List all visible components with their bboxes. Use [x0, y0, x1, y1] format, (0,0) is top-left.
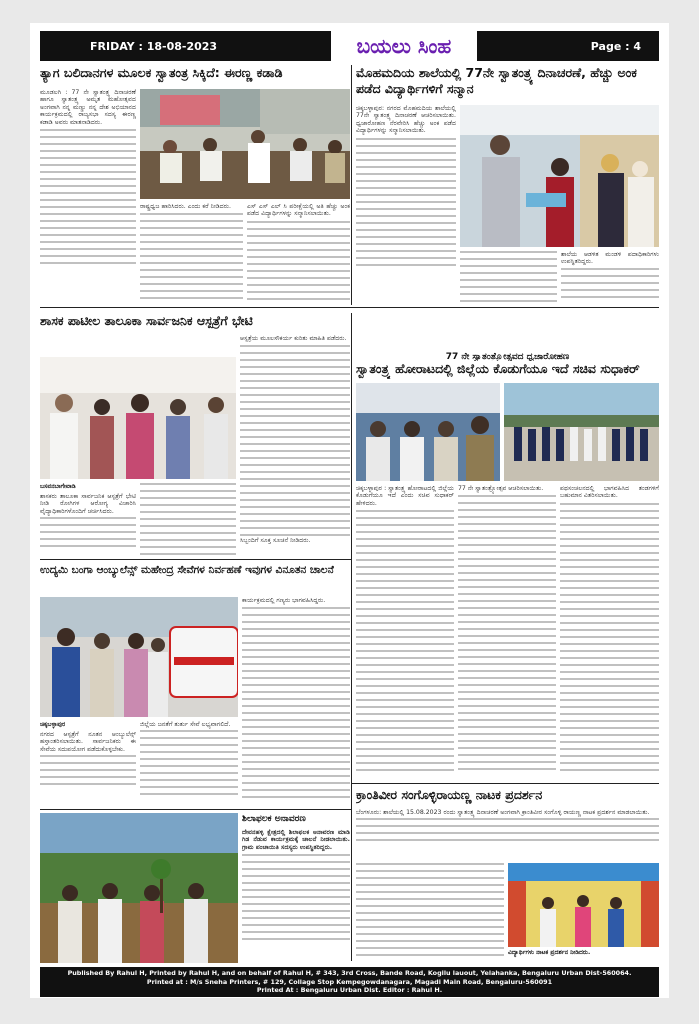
- text-lines: [460, 251, 557, 303]
- headline: ಶಿಲಾಫಲಕ ಅನಾವರಣ: [242, 814, 306, 824]
- issue-date: FRIDAY : 18-08-2023: [90, 39, 218, 53]
- photo-drama-stage: [508, 863, 659, 947]
- masthead: [40, 31, 659, 61]
- lead-text: [356, 105, 456, 303]
- column-rule: [352, 783, 659, 784]
- text-lines: [458, 495, 556, 771]
- column-rule: [351, 313, 352, 961]
- body-text: ಪಥಸಂಚಲನದಲ್ಲಿ ಭಾಗವಹಿಸಿದ ತಂಡಗಳಿಗೆ ಬಹುಮಾನ ವಿತರಿಸಲಾಯಿತು.: [560, 485, 659, 500]
- text-lines: [242, 854, 350, 944]
- headline: ಉದ್ಯಮಿ ಬಂಗಾ ಆಂಬ್ಯುಲೆನ್ಸ್ ಮಹೇಂದ್ರ ಸೇವೆಗಳ ನಿರ್ವಹಣೆ ಇವುಗಳ ವಿನೂತನ ಚಾಲನೆ: [40, 564, 334, 576]
- headline: ಸ್ವಾತಂತ್ರ್ಯ ಹೋರಾಟದಲ್ಲಿ ಜಿಲ್ಲೆಯ ಕೊಡುಗೆಯೂ ಇದೆ ಸಚಿವ ಸುಧಾಕರ್: [356, 361, 640, 376]
- body-column: [140, 483, 236, 557]
- column-rule: [40, 307, 659, 308]
- lead-paragraph: ನಗರದ ಆಸ್ಪತ್ರೆಗೆ ನೂತನ ಆಂಬ್ಯುಲೆನ್ಸ್ ಹಸ್ತಾಂತರಿಸಲಾಯಿತು. ಸಾರ್ವಜನಿಕರು ಈ ಸೇವೆಯ ಸದುಪಯೋಗ ಪಡೆದುಕೊಳ್ಳಬೇಕು.: [40, 731, 136, 753]
- text-lines: [240, 345, 350, 537]
- photo-hospital-visit: [40, 357, 236, 479]
- body-column: [140, 203, 243, 303]
- headline: ತ್ಯಾಗ ಬಲಿದಾನಗಳ ಮೂಲಕ ಸ್ವಾತಂತ್ರ ಸಿಕ್ಕಿದೆ: ಈರಣ್ಣ ಕಡಾಡಿ: [40, 65, 283, 80]
- text-lines: [40, 517, 136, 547]
- photo-tree-planting: [40, 813, 238, 963]
- body-column: [356, 485, 454, 781]
- imprint-publisher: Published By Rahul H, Printed by Rahul H, and on behalf of Rahul H, # 343, 3rd Cross, Bande Road, Kogilu lauout, Yelahanka, Bengaluru Urban Dist-560064.: [67, 969, 632, 977]
- body-column: [356, 863, 504, 961]
- lead-text: [40, 89, 136, 303]
- photo-caption: ವಿದ್ಯಾರ್ಥಿಗಳು ನಾಟಕ ಪ್ರದರ್ಶನ ನೀಡಿದರು.: [508, 949, 591, 956]
- lead-paragraph: ಚಿಕ್ಕಬಳ್ಳಾಪುರ: ನಗರದ ಮೊಹಮದಿಯ ಶಾಲೆಯಲ್ಲಿ 77ನೇ ಸ್ವಾತಂತ್ರ್ಯ ದಿನಾಚರಣೆ ಆಚರಿಸಲಾಯಿತು. ಧ್ವಜಾರೋಹಣ ನೆರವೇರಿಸಿ ಹೆಚ್ಚು ಅಂಕ ಪಡೆದ ವಿದ್ಯಾರ್ಥಿಗಳನ್ನು ಸನ್ಮಾನಿಸಲಾಯಿತು.: [356, 105, 456, 135]
- body-column: [140, 721, 238, 807]
- photo-parade: [504, 383, 659, 481]
- body-column: [247, 203, 350, 303]
- photo-stage-event: [140, 89, 350, 199]
- photo-dignitaries: [356, 383, 500, 481]
- body-text: ಆಸ್ಪತ್ರೆಯ ಮೂಲಸೌಕರ್ಯ ಕುರಿತು ಮಾಹಿತಿ ಪಡೆದರು.: [240, 335, 347, 342]
- text-lines: [356, 818, 659, 844]
- text-lines: [140, 213, 243, 301]
- body-text: ಎಸ್ ಎಸ್ ಎಲ್ ಸಿ ಪರೀಕ್ಷೆಯಲ್ಲಿ ಅತಿ ಹೆಚ್ಚು ಅಂಕ ಪಡೆದ ವಿದ್ಯಾರ್ಥಿಗಳನ್ನು ಸನ್ಮಾನಿಸಲಾಯಿತು.: [247, 203, 350, 218]
- body-text: ಸಿಬ್ಬಂದಿಗೆ ಸೂಕ್ತ ಸೂಚನೆ ನೀಡಿದರು.: [240, 537, 311, 545]
- text-lines: [356, 138, 456, 268]
- body-column: [560, 485, 659, 781]
- page-number: Page : 4: [590, 39, 641, 53]
- photo-caption: ಚಿಕ್ಕಬಳ್ಳಾಪುರ: [40, 721, 66, 728]
- text-lines: [40, 755, 136, 785]
- headline: ಕ್ರಾಂತಿವೀರ ಸಂಗೊಳ್ಳಿರಾಯಣ್ಣ ನಾಟಕ ಪ್ರದರ್ಶನ: [356, 787, 543, 802]
- text-lines: [356, 863, 504, 961]
- imprint-editor: Printed At : Bengaluru Urban Dist. Editor : Rahul H.: [256, 986, 443, 995]
- text-lines: [40, 129, 136, 269]
- photo-caption: ಬಸವನಬಾಗೇವಾಡಿ: [40, 483, 76, 490]
- lead-paragraph: ಶಾಸಕರು ತಾಲೂಕಾ ಸಾರ್ವಜನಿಕ ಆಸ್ಪತ್ರೆಗೆ ಭೇಟಿ ನೀಡಿ ರೋಗಿಗಳ ಆರೋಗ್ಯ ವಿಚಾರಿಸಿ ವೈದ್ಯಾಧಿಕಾರಿಗಳೊಂದಿಗೆ ಚರ್ಚಿಸಿದರು.: [40, 493, 136, 515]
- headline: ಮೊಹಮದಿಯ ಶಾಲೆಯಲ್ಲಿ 77ನೇ ಸ್ವಾತಂತ್ರ್ಯ ದಿನಾಚರಣೆ, ಹೆಚ್ಚು ಅಂಕ ಪಡೆದ ವಿದ್ಯಾರ್ಥಿಗಳಿಗೆ ಸನ್ಮಾನ: [356, 65, 637, 96]
- body-column: [240, 335, 350, 557]
- newspaper-title: ಬಯಲು ಸಿಂಹ: [331, 31, 478, 61]
- body-column: [242, 597, 350, 807]
- body-column: [242, 829, 350, 963]
- body-column: [460, 251, 557, 303]
- photo-student-felicitation: [460, 105, 659, 247]
- text-lines: [247, 221, 350, 301]
- imprint-footer: [40, 967, 659, 997]
- text-lines: [356, 510, 454, 772]
- newspaper-page: [30, 23, 669, 998]
- body-text: ಶಾಲೆಯ ಆಡಳಿತ ಮಂಡಳಿ ಪದಾಧಿಕಾರಿಗಳು ಉಪಸ್ಥಿತರಿದ್ದರು.: [561, 251, 659, 266]
- text-lines: [140, 483, 236, 557]
- kicker: 77 ನೇ ಸ್ವಾತಂತ್ರ್ಯೋತ್ಸವದ ಧ್ವಜಾರೋಹಣ: [445, 352, 570, 361]
- imprint-printer: Printed at : M/s Sneha Printers, # 129, Collage Stop Kempegowdanagara, Magadi Main Road, Bengaluru-560091: [146, 977, 553, 986]
- text-lines: [561, 268, 659, 298]
- body-column: [458, 485, 556, 781]
- lead-paragraph: ಮೂಡಲಗಿ : 77 ನೇ ಸ್ವಾತಂತ್ರ್ಯ ದಿನಾಚರಣೆ ಹಾಗೂ ಸ್ವಾತಂತ್ರ್ಯ ಅಮೃತ ಮಹೋತ್ಸವದ ಅಂಗವಾಗಿ ನನ್ನ ಮಣ್ಣು ನನ್ನ ದೇಶ ಅಭಿಯಾನದ ಕಾರ್ಯಕ್ರಮದಲ್ಲಿ ರಾಜ್ಯಸಭಾ ಸದಸ್ಯ ಈರಣ್ಣ ಕಡಾಡಿ ಅವರು ಮಾತನಾಡಿದರು.: [40, 89, 136, 126]
- lead-paragraph: ಚಿಕ್ಕಬಳ್ಳಾಪುರ : ಸ್ವಾತಂತ್ರ್ಯ ಹೋರಾಟದಲ್ಲಿ ಜಿಲ್ಲೆಯ ಕೊಡುಗೆಯೂ ಇದೆ ಎಂದು ಸಚಿವ ಸುಧಾಕರ್ ಹೇಳಿದರು.: [356, 485, 454, 507]
- lead-paragraph: ದೇವನಹಳ್ಳಿ ಕ್ಷೇತ್ರದಲ್ಲಿ ಶಿಲಾಫಲಕ ಅನಾವರಣ ಮಾಡಿ ಗಿಡ ನೆಡುವ ಕಾರ್ಯಕ್ರಮಕ್ಕೆ ಚಾಲನೆ ನೀಡಲಾಯಿತು. ಗ್ರಾಮ ಪಂಚಾಯಿತಿ ಸದಸ್ಯರು ಉಪಸ್ಥಿತರಿದ್ದರು.: [242, 829, 350, 851]
- column-rule: [40, 809, 351, 810]
- lead-paragraph: ಬೆಂಗಳೂರು: ಶಾಲೆಯಲ್ಲಿ 15.08.2023 ರಂದು ಸ್ವಾತಂತ್ರ್ಯ ದಿನಾಚರಣೆ ಅಂಗವಾಗಿ ಕ್ರಾಂತಿವೀರ ಸಂಗೊಳ್ಳಿ ರಾಯಣ್ಣ ನಾಟಕ ಪ್ರದರ್ಶನ ಮಾಡಲಾಯಿತು.: [356, 809, 650, 816]
- body-column: [561, 251, 659, 303]
- lead-text: [40, 493, 136, 557]
- body-text: 77 ನೇ ಸ್ವಾತಂತ್ರ್ಯೋತ್ಸವ ಆಚರಿಸಲಾಯಿತು.: [458, 485, 544, 492]
- text-lines: [140, 730, 238, 796]
- photo-ambulance: [40, 597, 238, 717]
- body-text: ಕಾರ್ಯಕ್ರಮದಲ್ಲಿ ಗಣ್ಯರು ಭಾಗವಹಿಸಿದ್ದರು.: [242, 597, 326, 604]
- text-lines: [242, 607, 350, 799]
- lead-text: [40, 731, 136, 807]
- column-rule: [40, 559, 351, 560]
- body-text: ಜಿಲ್ಲೆಯ ಜನತೆಗೆ ತುರ್ತು ಸೇವೆ ಲಭ್ಯವಾಗಲಿದೆ.: [140, 721, 231, 728]
- text-lines: [560, 503, 659, 773]
- lead-text: [356, 809, 659, 859]
- headline: ಶಾಸಕ ಪಾಟೀಲ ತಾಲೂಕಾ ಸಾರ್ವಜನಿಕ ಆಸ್ಪತ್ರೆಗೆ ಭೇಟಿ: [40, 313, 253, 328]
- column-rule: [351, 65, 352, 305]
- body-text: ರಾಷ್ಟ್ರಧ್ವಜ ಹಾರಿಸಿದರು. ಎಂದು ಕರೆ ನೀಡಿದರು.: [140, 203, 231, 210]
